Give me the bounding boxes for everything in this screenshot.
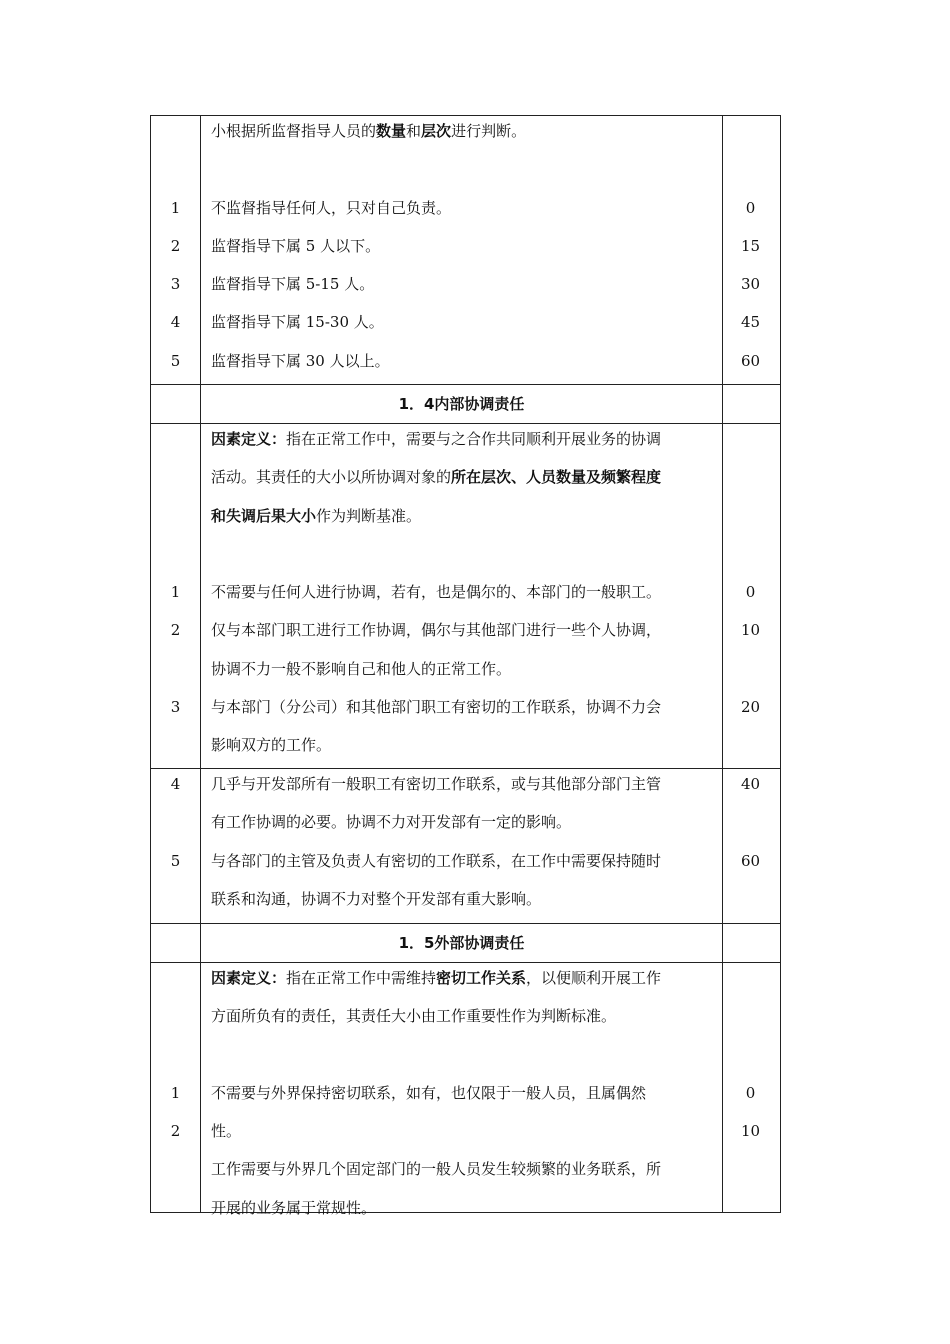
index-column xyxy=(151,963,201,1212)
table-row-external-coordination xyxy=(151,963,780,1217)
item-text: 监督指导下属 5-15 人。 xyxy=(211,275,375,294)
item-index: 1 xyxy=(170,583,181,602)
item-text: 监督指导下属 30 人以上。 xyxy=(211,351,390,370)
item-score: 10 xyxy=(740,621,761,640)
section-heading: 1．5外部协调责任 xyxy=(201,924,723,962)
definition-text: 因素定义：指在正常工作中，需要与之合作共同顺利开展业务的协调 xyxy=(211,430,662,448)
item-text: 与各部门的主管及负责人有密切的工作联系，在工作中需要保持随时 xyxy=(211,851,662,870)
intro-text: 小根据所监督指导人员的数量和层次进行判断。 xyxy=(211,122,527,140)
item-index: 4 xyxy=(170,313,181,332)
item-index: 3 xyxy=(170,698,181,717)
item-index: 3 xyxy=(170,275,181,294)
item-text: 有工作协调的必要。协调不力对开发部有一定的影响。 xyxy=(211,813,572,832)
score-column xyxy=(723,116,778,384)
item-index: 5 xyxy=(170,351,181,370)
table-row-internal-coordination-cont xyxy=(151,769,780,924)
item-score: 40 xyxy=(740,775,761,793)
item-text: 联系和沟通，协调不力对整个开发部有重大影响。 xyxy=(211,889,542,908)
description-column xyxy=(201,116,723,384)
section-heading-row xyxy=(151,924,780,963)
table-row-internal-coordination xyxy=(151,424,780,769)
item-text: 与本部门（分公司）和其他部门职工有密切的工作联系，协调不力会 xyxy=(211,698,662,717)
item-text: 几乎与开发部所有一般职工有密切工作联系，或与其他部分部门主管 xyxy=(211,775,662,793)
item-text: 协调不力一般不影响自己和他人的正常工作。 xyxy=(211,659,512,678)
item-index: 4 xyxy=(170,775,181,793)
item-text: 不需要与任何人进行协调，若有，也是偶尔的、本部门的一般职工。 xyxy=(211,583,662,602)
score-column xyxy=(723,769,778,923)
section-heading: 1．4内部协调责任 xyxy=(201,385,723,423)
item-text: 仅与本部门职工进行工作协调，偶尔与其他部门进行一些个人协调， xyxy=(211,621,662,640)
score-column xyxy=(723,424,778,768)
item-text: 监督指导下属 5 人以下。 xyxy=(211,236,381,255)
item-index: 1 xyxy=(170,198,181,217)
description-column: 因素定义：指在正常工作中需维持密切工作关系，以便顺利开展工作 方面所负有的责任，其责任大小由工作重要性作为判断标准。 不需要与外界保持密切联系，如有，也仅限于一般人员，且属偶然 性。 工作需要与外界几个固定部门的一般人员发生较频繁的业务联系，所 开展的业务属于常规性。 xyxy=(201,963,723,1212)
index-column xyxy=(151,116,201,384)
item-index: 2 xyxy=(170,236,181,255)
index-column xyxy=(151,769,201,923)
item-index: 2 xyxy=(170,621,181,640)
description-column: 因素定义：指在正常工作中，需要与之合作共同顺利开展业务的协调 活动。其责任的大小以所协调对象的所在层次、人员数量及频繁程度 和失调后果大小作为判断基准。 不需要与任何人进行协调，若有，也是偶尔的、本部门的一般职工。 仅与本部门职工进行工作协调，偶尔与其他部门进行一些个人协调， 协调不力一般不影响自己和他人的正常工作。 与本部门（分公司）和其他部门职工有密切的工作联系，协调不力会 影响双方的工作。 xyxy=(201,424,723,768)
item-text: 工作需要与外界几个固定部门的一般人员发生较频繁的业务联系，所 xyxy=(211,1160,662,1179)
item-score: 60 xyxy=(740,851,761,870)
table-row-supervision xyxy=(151,116,780,385)
item-text: 不监督指导任何人，只对自己负责。 xyxy=(211,198,452,217)
item-score: 20 xyxy=(740,698,761,717)
item-index: 5 xyxy=(170,851,181,870)
item-score: 45 xyxy=(740,313,761,332)
item-text: 开展的业务属于常规性。 xyxy=(211,1198,377,1217)
item-score: 0 xyxy=(745,583,756,602)
item-index: 1 xyxy=(170,1083,181,1102)
item-score: 10 xyxy=(740,1122,761,1141)
item-index: 2 xyxy=(170,1122,181,1141)
item-text: 不需要与外界保持密切联系，如有，也仅限于一般人员，且属偶然 xyxy=(211,1083,647,1102)
item-score: 0 xyxy=(745,198,756,217)
item-text: 影响双方的工作。 xyxy=(211,736,332,755)
section-heading-row xyxy=(151,385,780,424)
item-text: 监督指导下属 15-30 人。 xyxy=(211,313,384,332)
description-column xyxy=(201,769,723,923)
item-score: 30 xyxy=(740,275,761,294)
index-column xyxy=(151,424,201,768)
definition-text: 因素定义：指在正常工作中需维持密切工作关系，以便顺利开展工作 xyxy=(211,969,662,987)
item-score: 60 xyxy=(740,351,761,370)
score-column xyxy=(723,963,778,1212)
item-text: 性。 xyxy=(211,1122,242,1141)
item-score: 0 xyxy=(745,1083,756,1102)
evaluation-table xyxy=(150,115,781,1217)
item-score: 15 xyxy=(740,236,761,255)
